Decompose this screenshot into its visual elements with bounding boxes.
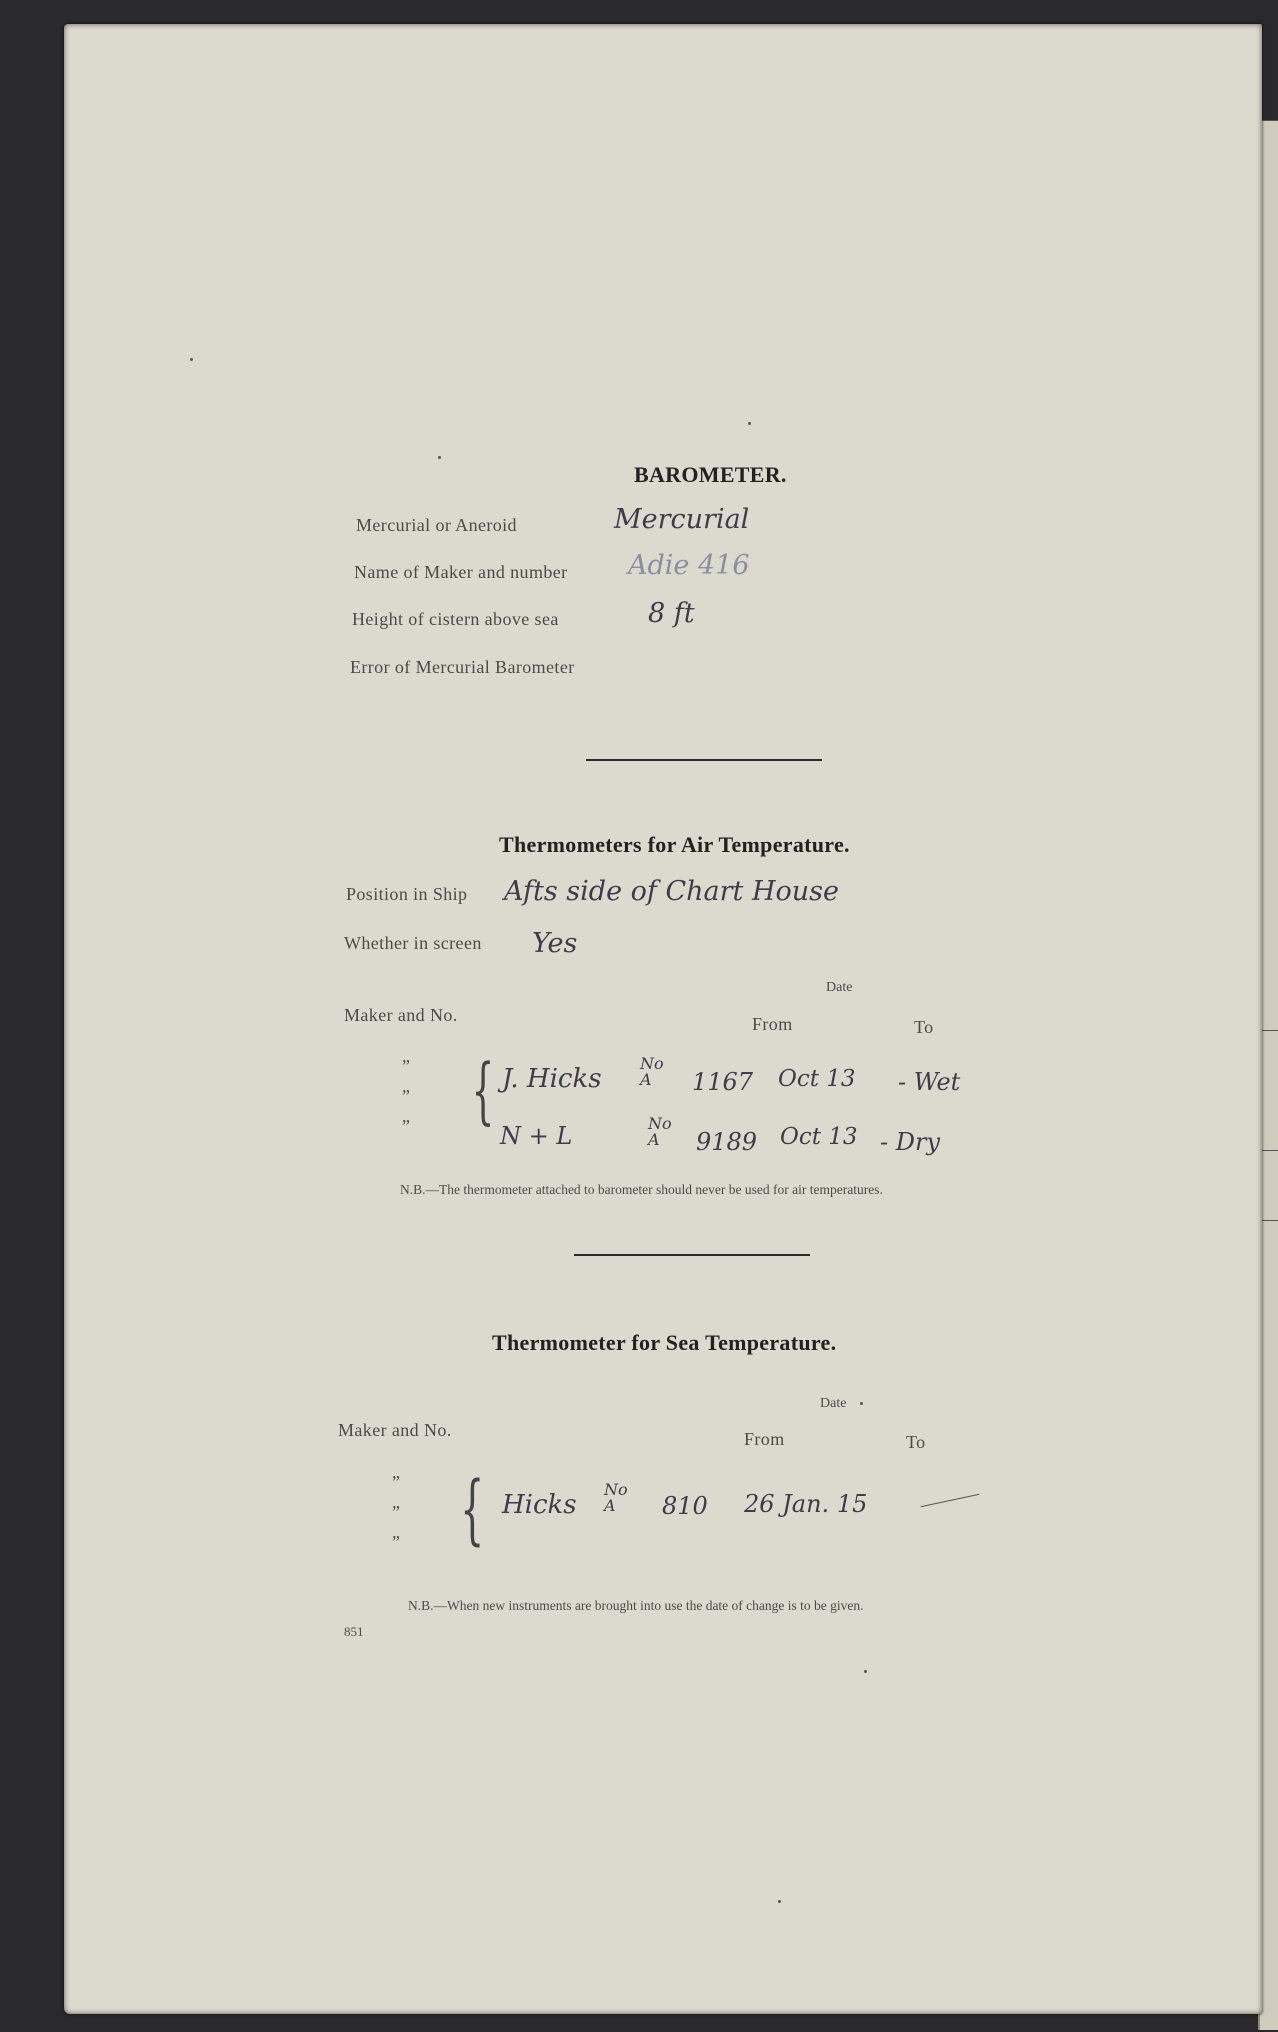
adjacent-rule [1260, 1030, 1278, 1031]
sea-brace: { [460, 1464, 485, 1553]
ditto-mark: ” [402, 1116, 411, 1136]
height-value: 8 ft [648, 598, 695, 629]
form-number: 851 [344, 1624, 364, 1639]
screen-value: Yes [532, 928, 578, 959]
paper-speck [438, 456, 441, 459]
section-divider [574, 1254, 810, 1256]
sea-number: 810 [662, 1492, 708, 1520]
paper-speck [778, 1900, 781, 1903]
sea-maker-label: Maker and No. [338, 1420, 452, 1440]
sea-no: No A [604, 1480, 628, 1515]
ditto-mark: ” [392, 1502, 401, 1522]
sea-date-label: Date [820, 1396, 847, 1411]
screen-label: Whether in screen [344, 933, 482, 953]
air-row-1-number: 1167 [692, 1068, 754, 1096]
air-title: Thermometers for Air Temperature. [499, 832, 850, 857]
log-page [64, 24, 1262, 2014]
adjacent-rule [1260, 1220, 1278, 1221]
air-row-2-to: - Dry [880, 1128, 941, 1156]
sea-from-label: From [744, 1429, 785, 1449]
paper-speck [860, 1402, 863, 1405]
air-row-2-maker: N + L [500, 1122, 573, 1150]
sea-title: Thermometer for Sea Temperature. [492, 1330, 837, 1355]
ditto-mark: ” [392, 1472, 401, 1492]
ditto-mark: ” [402, 1056, 411, 1076]
air-row-2-number: 9189 [696, 1128, 758, 1156]
air-brace: { [471, 1048, 495, 1132]
paper-speck [748, 422, 751, 425]
adjacent-rule [1260, 1150, 1278, 1151]
air-row-2-from: Oct 13 [780, 1124, 858, 1150]
position-value: Afts side of Chart House [504, 876, 839, 907]
barometer-title: BAROMETER. [634, 462, 787, 487]
mercurial-value: Mercurial [614, 504, 750, 535]
ditto-mark: ” [392, 1532, 401, 1552]
sea-note: N.B.—When new instruments are brought into use the date of change is to be given. [408, 1598, 864, 1613]
height-label: Height of cistern above sea [352, 609, 559, 629]
air-row-1-to: - Wet [898, 1068, 961, 1096]
air-date-label: Date [826, 980, 853, 995]
air-row-1-no: No A [640, 1054, 664, 1089]
maker-label: Name of Maker and number [354, 562, 568, 582]
air-to-label: To [914, 1017, 934, 1037]
section-divider [586, 759, 822, 761]
sea-to-dash [921, 1494, 980, 1507]
maker-value: Adie 416 [628, 550, 750, 581]
sea-maker: Hicks [502, 1490, 577, 1520]
air-from-label: From [752, 1014, 793, 1034]
air-row-2-no: No A [648, 1114, 672, 1149]
air-note: N.B.—The thermometer attached to barometer should never be used for air temperatures. [400, 1182, 883, 1197]
mercurial-label: Mercurial or Aneroid [356, 515, 517, 535]
paper-speck [864, 1670, 867, 1673]
ditto-mark: ” [402, 1086, 411, 1106]
air-row-1-from: Oct 13 [778, 1066, 856, 1092]
adjacent-rule [1260, 120, 1278, 121]
air-row-1-maker: J. Hicks [502, 1064, 602, 1094]
air-maker-label: Maker and No. [344, 1005, 458, 1025]
sea-to-label: To [906, 1432, 926, 1452]
error-label: Error of Mercurial Barometer [350, 657, 575, 677]
paper-speck [190, 358, 193, 361]
sea-from: 26 Jan. 15 [744, 1490, 868, 1518]
position-label: Position in Ship [346, 884, 468, 904]
